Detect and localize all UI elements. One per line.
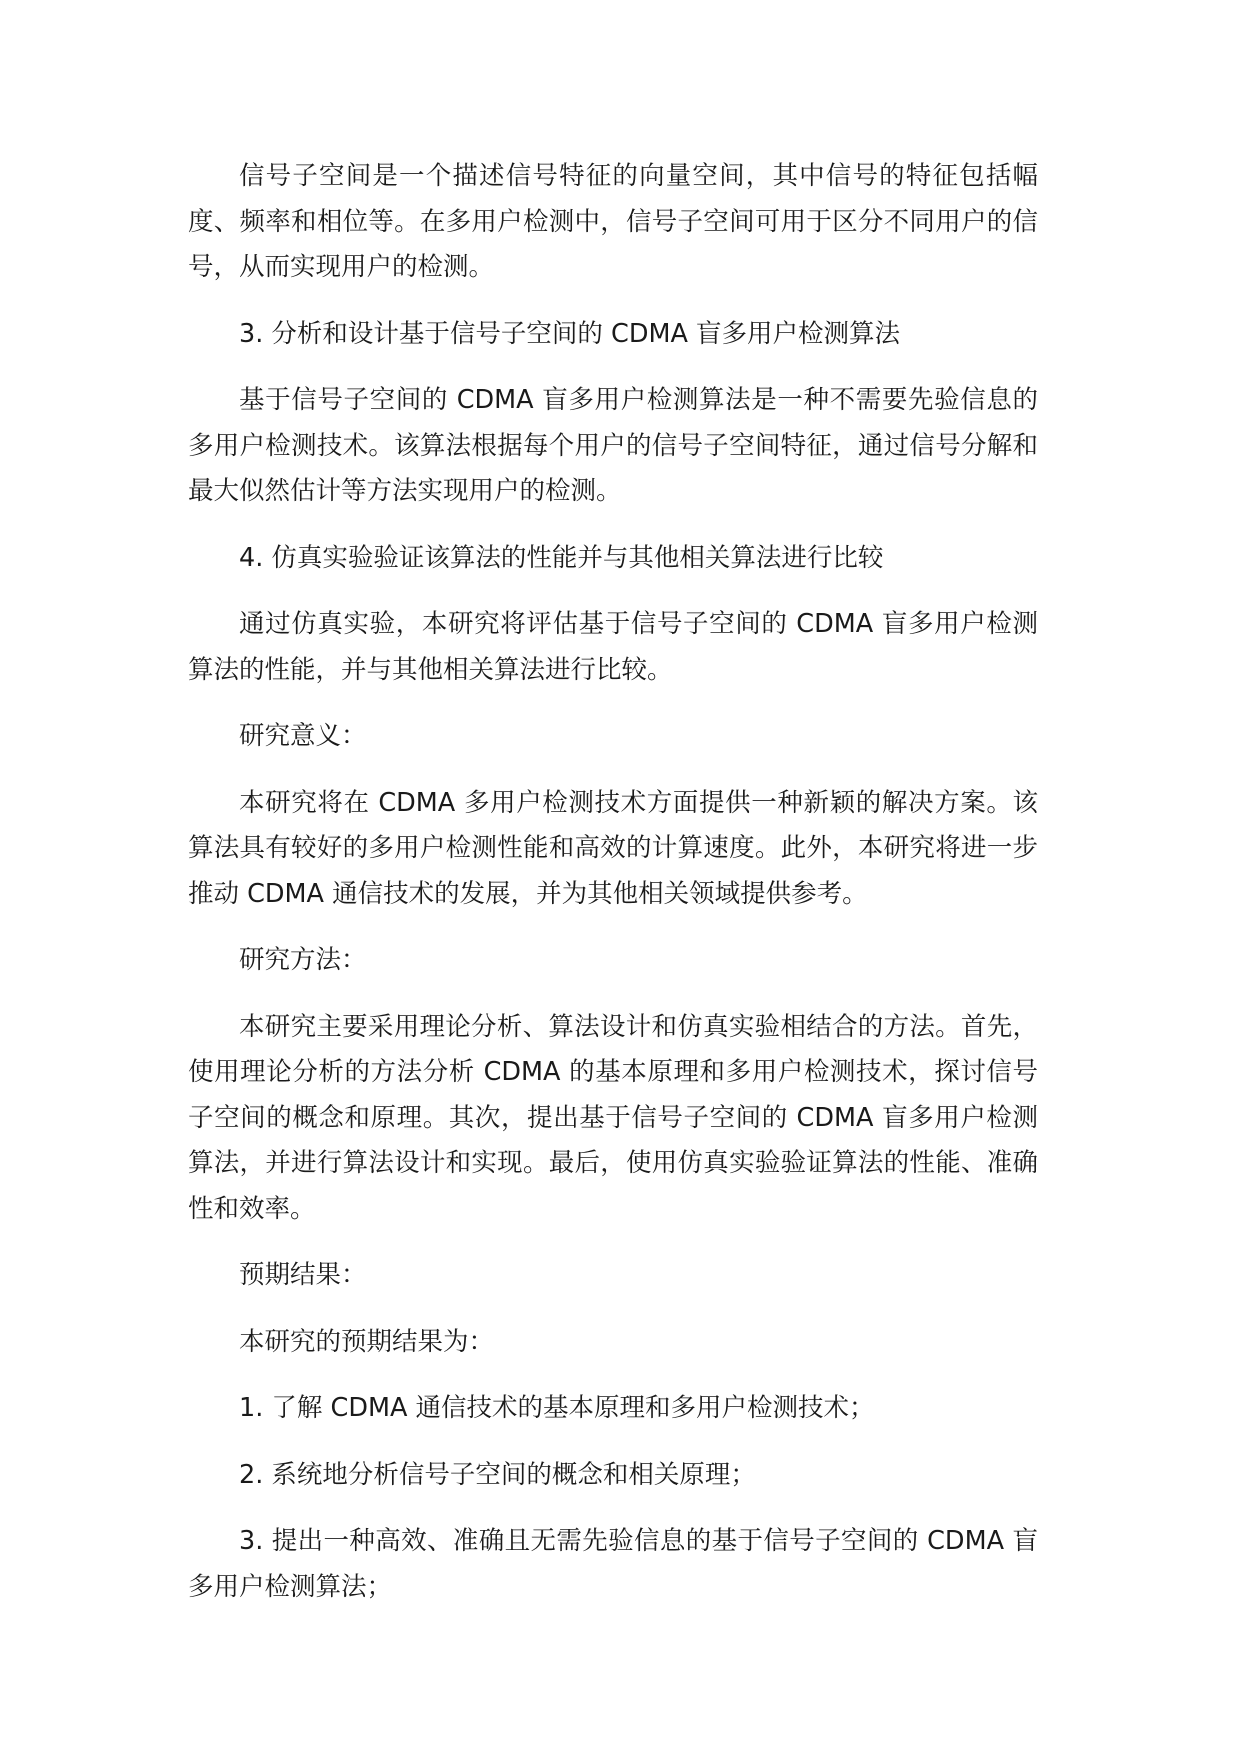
list-item-3-analysis-design: 3. 分析和设计基于信号子空间的 CDMA 盲多用户检测算法: [239, 318, 901, 349]
document-body: [188, 154, 1038, 1631]
list-item-result-2: 2. 系统地分析信号子空间的概念和相关原理；: [239, 1459, 756, 1490]
paragraph-research-significance: 本研究将在 CDMA 多用户检测技术方面提供一种新颖的解决方案。该算法具有较好的多用户检测性能和高效的计算速度。此外，本研究将进一步推动 CDMA 通信技术的发展，并为其他相关领域提供参考。: [188, 787, 1038, 909]
paragraph-expected-results-intro: 本研究的预期结果为：: [239, 1326, 495, 1357]
paragraph-research-method: 本研究主要采用理论分析、算法设计和仿真实验相结合的方法。首先，使用理论分析的方法分析 CDMA 的基本原理和多用户检测技术，探讨信号子空间的概念和原理。其次，提出基于信号子空间的 CDMA 盲多用户检测算法，并进行算法设计和实现。最后，使用仿真实验验证算法的性能、准确性和效率。: [188, 1011, 1038, 1224]
paragraph-signal-subspace-definition: 信号子空间是一个描述信号特征的向量空间，其中信号的特征包括幅度、频率和相位等。在多用户检测中，信号子空间可用于区分不同用户的信号，从而实现用户的检测。: [188, 161, 1038, 282]
list-item-4-simulation: 4. 仿真实验验证该算法的性能并与其他相关算法进行比较: [239, 542, 884, 573]
paragraph-simulation-evaluation: 通过仿真实验，本研究将评估基于信号子空间的 CDMA 盲多用户检测算法的性能，并与其他相关算法进行比较。: [188, 609, 1038, 685]
section-heading-research-significance: 研究意义：: [239, 721, 367, 751]
section-heading-research-method: 研究方法：: [239, 945, 367, 975]
section-heading-expected-results: 预期结果：: [239, 1260, 367, 1290]
paragraph-blind-detection-algorithm: 基于信号子空间的 CDMA 盲多用户检测算法是一种不需要先验信息的多用户检测技术。该算法根据每个用户的信号子空间特征，通过信号分解和最大似然估计等方法实现用户的检测。: [188, 385, 1038, 506]
list-item-result-3: 3. 提出一种高效、准确且无需先验信息的基于信号子空间的 CDMA 盲多用户检测算法；: [188, 1526, 1038, 1602]
list-item-result-1: 1. 了解 CDMA 通信技术的基本原理和多用户检测技术；: [239, 1393, 875, 1423]
